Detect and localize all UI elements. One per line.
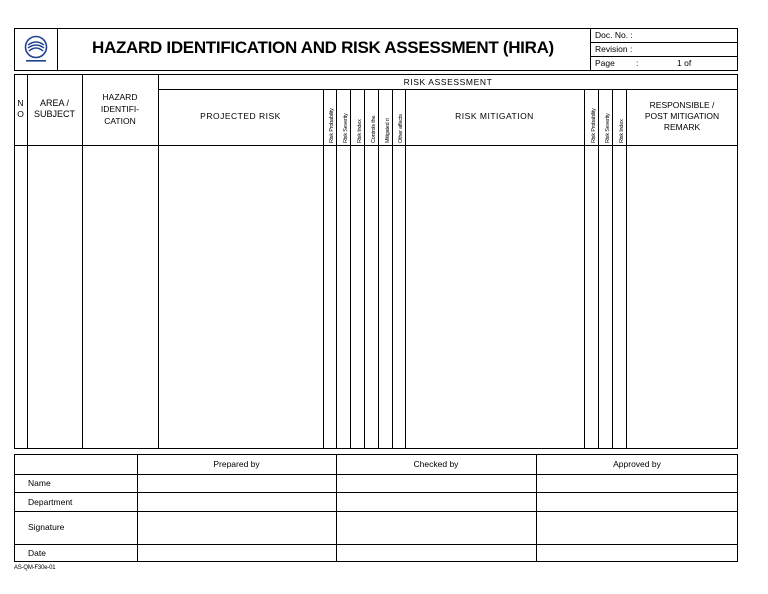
prepared-by-name-field[interactable] (138, 475, 336, 492)
col-header-hazard-3: CATION (104, 116, 136, 126)
vert-header-other-affects: Other affects (398, 114, 404, 143)
approved-by-signature-field[interactable] (537, 512, 737, 544)
col-header-risk-mitigation: RISK MITIGATION (455, 111, 534, 121)
header-docinfo-row2 (590, 56, 738, 57)
cell-projected-risk[interactable] (159, 146, 323, 448)
header-docinfo-divider (590, 28, 591, 71)
col-divider-v7 (598, 89, 599, 449)
col-divider-v8 (612, 89, 613, 449)
col-header-projected-risk: PROJECTED RISK (200, 111, 281, 121)
risk-assessment-header: RISK ASSESSMENT (403, 77, 493, 87)
col-divider-mitigation (584, 89, 585, 449)
company-logo-icon (22, 34, 50, 64)
prepared-by-department-field[interactable] (138, 493, 336, 511)
col-divider-v5 (392, 89, 393, 449)
risk-assessment-underline (158, 89, 738, 90)
prepared-by-date-field[interactable] (138, 545, 336, 561)
signoff-label-name: Name (28, 478, 51, 488)
col-header-no-bottom: O (17, 109, 24, 119)
page-value: 1 of (677, 58, 692, 68)
checked-by-department-field[interactable] (337, 493, 536, 511)
cell-hazard-identification[interactable] (83, 146, 158, 448)
cell-no[interactable] (15, 146, 27, 448)
page-title: HAZARD IDENTIFICATION AND RISK ASSESSMENT (HIRA) (92, 38, 554, 57)
approved-by-department-field[interactable] (537, 493, 737, 511)
col-header-responsible-1: RESPONSIBLE / (649, 100, 715, 110)
signoff-label-signature: Signature (28, 522, 65, 532)
prepared-by-header: Prepared by (213, 459, 260, 469)
checked-by-date-field[interactable] (337, 545, 536, 561)
approved-by-name-field[interactable] (537, 475, 737, 492)
vert-header-risk-probability-2: Risk Probability (591, 108, 597, 143)
checked-by-name-field[interactable] (337, 475, 536, 492)
col-divider-v2 (350, 89, 351, 449)
checked-by-signature-field[interactable] (337, 512, 536, 544)
revision-label: Revision : (595, 44, 633, 54)
doc-no-label: Doc. No. : (595, 30, 633, 40)
cell-risk-mitigation[interactable] (406, 146, 584, 448)
cell-area-subject[interactable] (28, 146, 82, 448)
vert-header-risk-index-1: Risk Index (357, 119, 363, 143)
col-header-hazard-2: IDENTIFI- (100, 104, 140, 114)
vert-header-risk-severity-1: Risk Severity (343, 113, 349, 143)
signoff-label-department: Department (28, 497, 73, 507)
col-header-responsible-3: REMARK (663, 122, 701, 132)
col-divider-projected (323, 89, 324, 449)
col-header-area-1: AREA / (39, 98, 69, 108)
page-label: Page (595, 58, 615, 68)
approved-by-date-field[interactable] (537, 545, 737, 561)
form-code: AS-QM-F30e-01 (14, 565, 56, 571)
checked-by-header: Checked by (413, 459, 459, 469)
vert-header-mitigated: Mitigated ri (385, 118, 391, 143)
col-divider-v3 (364, 89, 365, 449)
vert-header-risk-index-2: Risk Index (619, 119, 625, 143)
col-header-hazard-1: HAZARD (102, 92, 138, 102)
page-colon: : (636, 58, 639, 68)
approved-by-header: Approved by (613, 459, 661, 469)
vert-header-risk-probability-1: Risk Probability (329, 108, 335, 143)
col-header-no-top: N (17, 98, 24, 108)
header-docinfo-row1 (590, 42, 738, 43)
header-logo-divider (57, 28, 58, 71)
vert-header-risk-severity-2: Risk Severity (605, 113, 611, 143)
col-header-responsible-2: POST MITIGATION (644, 111, 720, 121)
col-divider-v1 (336, 89, 337, 449)
signoff-label-date: Date (28, 548, 46, 558)
col-header-area-2: SUBJECT (33, 109, 75, 119)
vert-header-controls: Controls the. (371, 114, 377, 143)
prepared-by-signature-field[interactable] (138, 512, 336, 544)
col-divider-v4 (378, 89, 379, 449)
cell-responsible-remark[interactable] (627, 146, 737, 448)
